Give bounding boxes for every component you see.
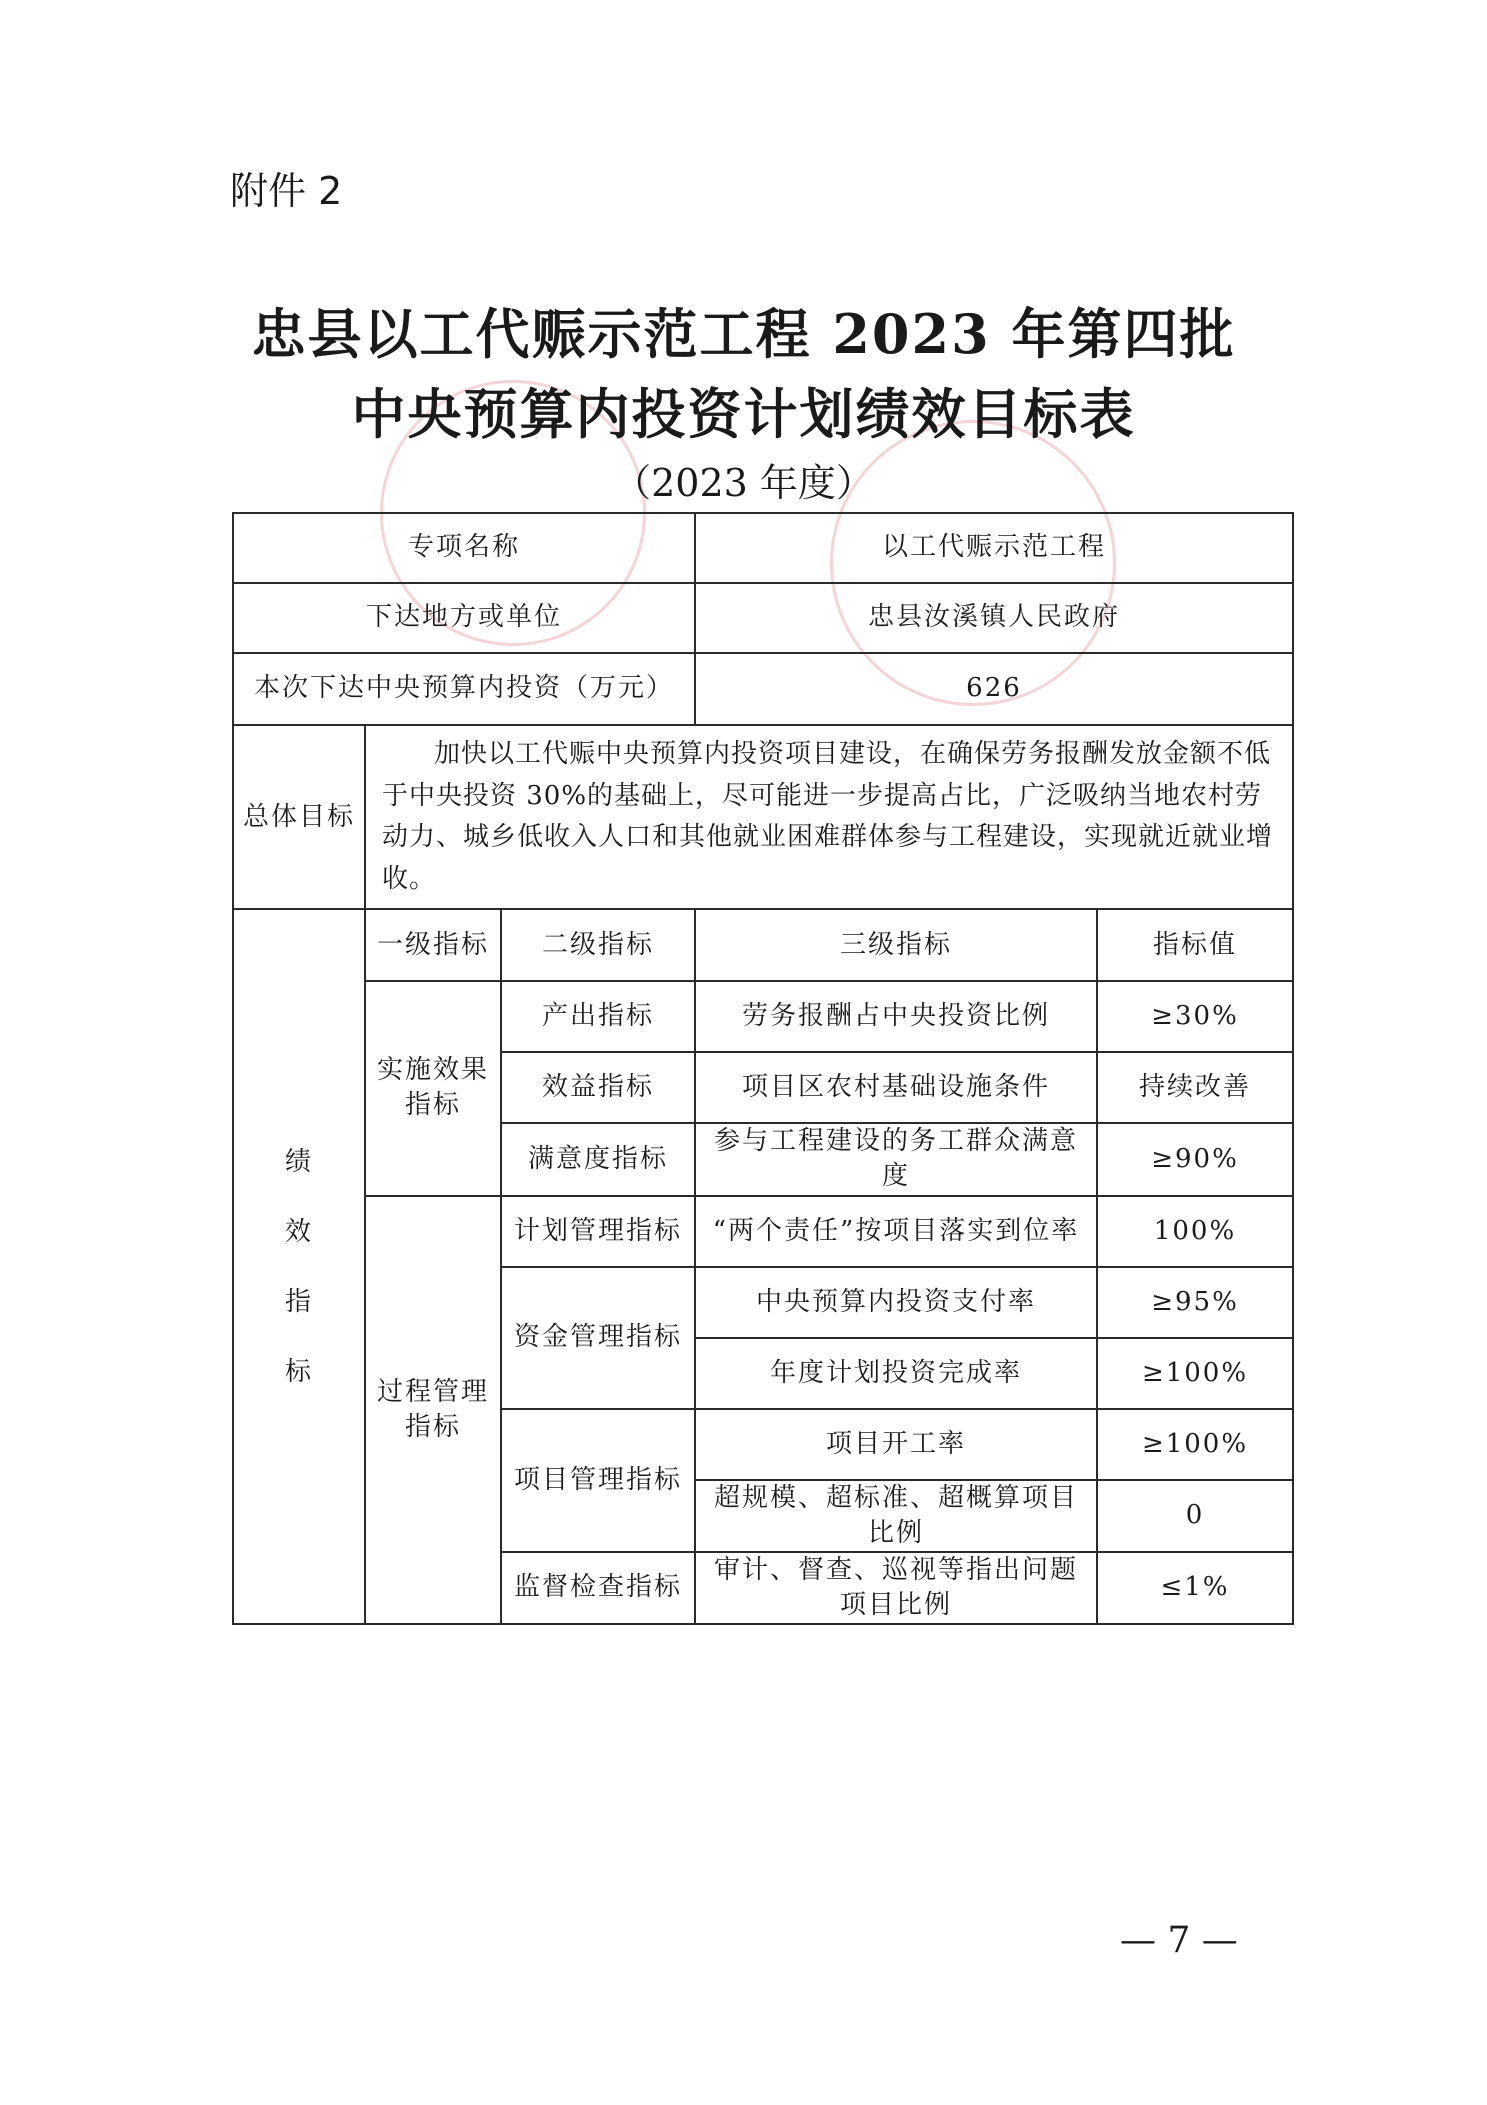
investment-value: 626	[695, 653, 1293, 725]
level3-cell: 中央预算内投资支付率	[695, 1267, 1097, 1338]
level3-cell: 劳务报酬占中央投资比例	[695, 981, 1097, 1052]
table-row	[233, 725, 1293, 909]
value-cell: ≥95%	[1097, 1267, 1293, 1338]
table-row	[233, 583, 1293, 653]
level2-cell: 资金管理指标	[501, 1267, 695, 1409]
attachment-label: 附件 2	[230, 169, 343, 213]
level2-cell: 计划管理指标	[501, 1196, 695, 1267]
level3-cell: 项目区农村基础设施条件	[695, 1052, 1097, 1123]
project-name-label: 专项名称	[233, 513, 695, 583]
level2-cell: 监督检查指标	[501, 1552, 695, 1624]
performance-target-table	[232, 512, 1294, 1625]
level3-cell: 年度计划投资完成率	[695, 1338, 1097, 1409]
value-cell: ≥30%	[1097, 981, 1293, 1052]
project-name-value: 以工代赈示范工程	[695, 513, 1293, 583]
performance-indicators-label	[233, 909, 365, 1624]
overall-goal-text: 加快以工代赈中央预算内投资项目建设，在确保劳务报酬发放金额不低于中央投资 30%的基础上，尽可能进一步提高占比，广泛吸纳当地农村劳动力、城乡低收入人口和其他就业困难群体参与工程建设，实现就近就业增收。	[365, 725, 1293, 909]
table-row	[233, 981, 1293, 1052]
group-process-management: 过程管理指标	[365, 1196, 501, 1624]
value-cell: ≥100%	[1097, 1338, 1293, 1409]
level3-cell: 参与工程建设的务工群众满意度	[695, 1123, 1097, 1195]
page-number: — 7 —	[1120, 1920, 1238, 1961]
level2-cell: 满意度指标	[501, 1123, 695, 1195]
level3-cell: 超规模、超标准、超概算项目比例	[695, 1480, 1097, 1552]
level3-cell: “两个责任”按项目落实到位率	[695, 1196, 1097, 1267]
header-level2: 二级指标	[501, 909, 695, 981]
document-title-line1: 忠县以工代赈示范工程 2023 年第四批	[251, 302, 1236, 366]
header-level3: 三级指标	[695, 909, 1097, 981]
level3-cell: 审计、督查、巡视等指出问题项目比例	[695, 1552, 1097, 1624]
level2-cell: 产出指标	[501, 981, 695, 1052]
header-level1: 一级指标	[365, 909, 501, 981]
investment-label: 本次下达中央预算内投资（万元）	[233, 653, 695, 725]
level2-cell: 效益指标	[501, 1052, 695, 1123]
value-cell: ≥100%	[1097, 1409, 1293, 1480]
value-cell: ≤1%	[1097, 1552, 1293, 1624]
value-cell: 持续改善	[1097, 1052, 1293, 1123]
level3-cell: 项目开工率	[695, 1409, 1097, 1480]
document-title-line2: 中央预算内投资计划绩效目标表	[351, 382, 1136, 446]
vertical-label-char: 绩	[284, 1146, 313, 1177]
vertical-label-char: 指	[284, 1286, 313, 1317]
unit-label: 下达地方或单位	[233, 583, 695, 653]
vertical-label-char: 效	[284, 1216, 313, 1247]
group-implementation-effect: 实施效果指标	[365, 981, 501, 1195]
header-value: 指标值	[1097, 909, 1293, 981]
document-subtitle: （2023 年度）	[613, 461, 874, 505]
unit-value: 忠县汝溪镇人民政府	[695, 583, 1293, 653]
value-cell: 0	[1097, 1480, 1293, 1552]
value-cell: ≥90%	[1097, 1123, 1293, 1195]
vertical-label-char: 标	[284, 1356, 313, 1387]
table-row	[233, 1196, 1293, 1267]
overall-goal-label: 总体目标	[233, 725, 365, 909]
level2-cell: 项目管理指标	[501, 1409, 695, 1552]
value-cell: 100%	[1097, 1196, 1293, 1267]
table-row	[233, 653, 1293, 725]
table-row	[233, 909, 1293, 981]
table-row	[233, 513, 1293, 583]
